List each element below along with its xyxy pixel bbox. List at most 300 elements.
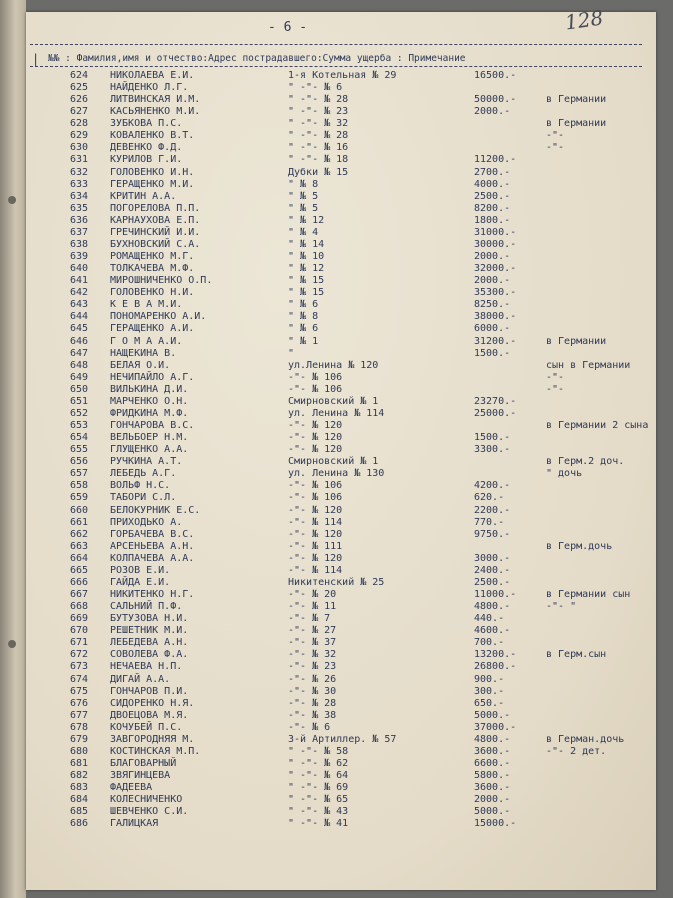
cell-amt: 8250.-	[474, 299, 511, 311]
cell-addr: " -"- № 41	[288, 818, 349, 830]
cell-name: РОМАЩЕНКО М.Г.	[110, 251, 195, 263]
cell-num: 645	[70, 323, 89, 335]
cell-addr: -"- № 114	[288, 516, 343, 528]
cell-amt: 26800.-	[474, 661, 517, 673]
table-row	[0, 686, 673, 698]
cell-name: БУХНОВСКИЙ С.А.	[110, 238, 201, 250]
cell-addr: "	[288, 347, 295, 359]
cell-name: ВЕЛЬБОЕР Н.М.	[110, 432, 189, 444]
cell-amt: 4800.-	[474, 601, 511, 613]
table-row	[0, 142, 673, 154]
cell-num: 638	[70, 238, 89, 250]
cell-addr: 1-я Котельная № 29	[288, 70, 397, 81]
cell-num: 630	[70, 142, 89, 154]
cell-name: ГОЛОВЕНКО И.Н.	[110, 166, 195, 178]
cell-addr: " -"- № 65	[288, 794, 349, 806]
table-row	[0, 456, 673, 468]
table-row	[0, 480, 673, 492]
cell-name: САЛЬНИЙ П.Ф.	[110, 601, 183, 613]
table-row	[0, 215, 673, 227]
cell-addr: -"- № 106	[288, 383, 343, 395]
cell-num: 648	[70, 359, 89, 371]
cell-name: КОЛПАЧЕВА А.А.	[110, 552, 195, 564]
table-row	[0, 722, 673, 734]
cell-name: ТОЛКАЧЕВА М.Ф.	[110, 263, 195, 275]
cell-num: 668	[70, 601, 89, 613]
table-header: №№ : Фамилия,имя и отчество:Адрес пострадавшего:Сумма ущерба : Примечание	[48, 53, 466, 64]
cell-note: " дочь	[546, 468, 583, 480]
cell-num: 646	[70, 335, 89, 347]
cell-num: 639	[70, 251, 89, 263]
cell-num: 664	[70, 552, 89, 564]
cell-name: ДВОЕЦОВА М.Я.	[110, 709, 189, 721]
table-row	[0, 179, 673, 191]
cell-note: -"-	[546, 142, 565, 154]
cell-addr: -"- № 106	[288, 371, 343, 383]
cell-addr: -"- № 28	[288, 697, 337, 709]
cell-num: 647	[70, 347, 89, 359]
cell-addr: " № 6	[288, 299, 319, 311]
cell-amt: 2000.-	[474, 275, 511, 287]
cell-num: 654	[70, 432, 89, 444]
table-row	[0, 468, 673, 480]
cell-num: 678	[70, 721, 89, 733]
cell-amt: 1500.-	[474, 347, 511, 359]
cell-num: 656	[70, 456, 89, 468]
cell-addr: " № 12	[288, 214, 325, 226]
cell-name: СИДОРЕНКО Н.Я.	[110, 697, 195, 709]
cell-name: КОВАЛЕНКО В.Т.	[110, 130, 195, 142]
cell-addr: " № 10	[288, 251, 325, 263]
cell-note: в Герм.дочь	[546, 540, 613, 552]
cell-name: МАРЧЕНКО О.Н.	[110, 395, 189, 407]
cell-name: БУТУЗОВА Н.И.	[110, 613, 189, 625]
cell-amt: 6600.-	[474, 757, 511, 769]
cell-num: 673	[70, 661, 89, 673]
table-row	[0, 360, 673, 372]
table-row	[0, 782, 673, 794]
cell-amt: 2700.-	[474, 166, 511, 178]
cell-addr: -"- № 106	[288, 492, 343, 504]
table-row	[0, 106, 673, 118]
cell-name: ГОНЧАРОВА В.С.	[110, 420, 195, 432]
cell-amt: 700.-	[474, 637, 505, 649]
cell-name: РОЗОВ Е.И.	[110, 564, 171, 576]
cell-note: в Германии	[546, 94, 607, 106]
cell-amt: 3300.-	[474, 444, 511, 456]
cell-addr: -"- № 11	[288, 601, 337, 613]
cell-note: в Герм.2 доч.	[546, 456, 625, 468]
cell-num: 642	[70, 287, 89, 299]
cell-num: 684	[70, 794, 89, 806]
header-rule-bottom	[30, 66, 642, 67]
cell-amt: 3600.-	[474, 745, 511, 757]
cell-name: ФРИДКИНА М.Ф.	[110, 407, 189, 419]
table-row	[0, 323, 673, 335]
table-row	[0, 710, 673, 722]
cell-amt: 4600.-	[474, 625, 511, 637]
cell-num: 649	[70, 371, 89, 383]
table-row	[0, 299, 673, 311]
cell-name: БЕЛОКУРНИК Е.С.	[110, 504, 201, 516]
cell-addr: ул. Ленина № 130	[288, 468, 385, 480]
table-row	[0, 517, 673, 529]
cell-note: в Германии	[546, 118, 607, 130]
cell-num: 679	[70, 733, 89, 745]
cell-amt: 25000.-	[474, 407, 517, 419]
cell-amt: 37000.-	[474, 721, 517, 733]
cell-name: ГРЕЧИНСКИЙ И.И.	[110, 226, 201, 238]
cell-amt: 2000.-	[474, 106, 511, 118]
cell-name: БЕЛАЯ О.И.	[110, 359, 171, 371]
table-row	[0, 130, 673, 142]
cell-note: в Германии	[546, 335, 607, 347]
cell-addr: -"- № 111	[288, 540, 343, 552]
table-row	[0, 251, 673, 263]
cell-num: 626	[70, 94, 89, 106]
cell-amt: 620.-	[474, 492, 505, 504]
cell-addr: Дубки № 15	[288, 166, 349, 178]
cell-addr: " -"- № 69	[288, 782, 349, 794]
cell-name: КРИТИН А.А.	[110, 190, 177, 202]
cell-num: 659	[70, 492, 89, 504]
cell-num: 643	[70, 299, 89, 311]
cell-num: 665	[70, 564, 89, 576]
table-row	[0, 492, 673, 504]
cell-addr: -"- № 20	[288, 589, 337, 600]
cell-num: 675	[70, 685, 89, 697]
cell-num: 650	[70, 383, 89, 395]
table-row	[0, 577, 673, 589]
cell-amt: 1800.-	[474, 214, 511, 226]
cell-amt: 4800.-	[474, 733, 511, 745]
table-row	[0, 408, 673, 420]
cell-name: ВОЛЬФ Н.С.	[110, 480, 171, 492]
header-rule-top	[30, 44, 642, 45]
cell-num: 683	[70, 782, 89, 794]
cell-addr: " -"- № 58	[288, 745, 349, 757]
cell-num: 685	[70, 806, 89, 818]
cell-amt: 35300.-	[474, 287, 517, 299]
cell-note: -"- "	[546, 601, 577, 613]
table-row	[0, 336, 673, 348]
cell-name: ШЕВЧЕНКО С.И.	[110, 806, 189, 818]
cell-name: НИКИТЕНКО Н.Г.	[110, 589, 195, 600]
cell-addr: -"- № 37	[288, 637, 337, 649]
cell-amt: 440.-	[474, 613, 505, 625]
table-row	[0, 770, 673, 782]
cell-addr: -"- № 114	[288, 564, 343, 576]
cell-name: ПОГОРЕЛОВА П.П.	[110, 202, 201, 214]
cell-num: 653	[70, 420, 89, 432]
cell-name: ПОНОМАРЕНКО А.И.	[110, 311, 207, 323]
cell-num: 672	[70, 649, 89, 661]
table-row	[0, 794, 673, 806]
table-row	[0, 432, 673, 444]
cell-addr: ул. Ленина № 114	[288, 407, 385, 419]
table-row	[0, 637, 673, 649]
cell-name: ЛЕБЕДЕВА А.Н.	[110, 637, 189, 649]
cell-addr: Никитенский № 25	[288, 576, 385, 588]
cell-num: 670	[70, 625, 89, 637]
cell-note: -"-	[546, 371, 565, 383]
cell-addr: ул.Ленина № 120	[288, 359, 379, 371]
table-row	[0, 529, 673, 541]
cell-amt: 50000.-	[474, 94, 517, 106]
cell-name: ГЛУЩЕНКО А.А.	[110, 444, 189, 456]
cell-addr: " № 12	[288, 263, 325, 275]
table-row	[0, 275, 673, 287]
table-row	[0, 348, 673, 360]
cell-name: ЗУБКОВА П.С.	[110, 118, 183, 130]
cell-num: 658	[70, 480, 89, 492]
table-row	[0, 746, 673, 758]
cell-name: ГАЙДА Е.И.	[110, 576, 171, 588]
cell-addr: -"- № 106	[288, 480, 343, 492]
table-row	[0, 384, 673, 396]
table-row	[0, 396, 673, 408]
cell-note: в Германии 2 сына	[546, 420, 649, 432]
cell-name: ЗВЯГИНЦЕВА	[110, 770, 171, 782]
cell-amt: 5000.-	[474, 806, 511, 818]
cell-amt: 30000.-	[474, 238, 517, 250]
cell-name: АРСЕНЬЕВА А.Н.	[110, 540, 195, 552]
cell-name: ЗАВГОРОДНЯЯ М.	[110, 733, 195, 745]
table-row	[0, 203, 673, 215]
table-row	[0, 167, 673, 179]
table-row	[0, 698, 673, 710]
cell-note: в Герм.сын	[546, 649, 607, 661]
table-row	[0, 372, 673, 384]
cell-amt: 2400.-	[474, 564, 511, 576]
cell-addr: " № 4	[288, 226, 319, 238]
cell-name: НАЩЕКИНА В.	[110, 347, 177, 359]
cell-addr: " № 15	[288, 287, 325, 299]
cell-amt: 4200.-	[474, 480, 511, 492]
cell-name: ДИГАЙ А.А.	[110, 673, 171, 685]
table-row	[0, 263, 673, 275]
cell-name: РЕШЕТНИК М.И.	[110, 625, 189, 637]
table-row	[0, 758, 673, 770]
table-row	[0, 154, 673, 166]
table-row	[0, 311, 673, 323]
table-row	[0, 661, 673, 673]
table-row	[0, 191, 673, 203]
cell-name: ВИЛЬКИНА Д.И.	[110, 383, 189, 395]
cell-name: КАРНАУХОВА Е.П.	[110, 214, 201, 226]
table-row	[0, 565, 673, 577]
cell-addr: " № 8	[288, 178, 319, 190]
cell-amt: 11200.-	[474, 154, 517, 166]
cell-addr: " № 1	[288, 335, 319, 347]
cell-num: 666	[70, 576, 89, 588]
cell-name: КОСТИНСКАЯ М.П.	[110, 745, 201, 757]
cell-num: 655	[70, 444, 89, 456]
cell-amt: 15000.-	[474, 818, 517, 830]
cell-addr: -"- № 120	[288, 420, 343, 432]
cell-num: 627	[70, 106, 89, 118]
cell-num: 663	[70, 540, 89, 552]
table-row	[0, 227, 673, 239]
cell-name: ГЕРАЩЕНКО А.И.	[110, 323, 195, 335]
table-row	[0, 118, 673, 130]
cell-num: 651	[70, 395, 89, 407]
cell-addr: -"- № 26	[288, 673, 337, 685]
cell-num: 652	[70, 407, 89, 419]
cell-amt: 31000.-	[474, 226, 517, 238]
cell-addr: " -"- № 28	[288, 130, 349, 142]
cell-name: РУЧКИНА А.Т.	[110, 456, 183, 468]
cell-name: ЛИТВИНСКАЯ И.М.	[110, 94, 201, 106]
cell-note: сын в Германии	[546, 359, 631, 371]
table-row	[0, 674, 673, 686]
cell-num: 628	[70, 118, 89, 130]
cell-num: 662	[70, 528, 89, 540]
cell-name: КУРИЛОВ Г.И.	[110, 154, 183, 166]
cell-addr: " № 14	[288, 238, 325, 250]
cell-amt: 3000.-	[474, 552, 511, 564]
table-row	[0, 806, 673, 818]
cell-addr: " -"- № 43	[288, 806, 349, 818]
cell-addr: -"- № 120	[288, 528, 343, 540]
cell-name: ГОЛОВЕНКО Н.И.	[110, 287, 195, 299]
cell-amt: 31200.-	[474, 335, 517, 347]
table-row	[0, 649, 673, 661]
table-row	[0, 601, 673, 613]
cell-num: 674	[70, 673, 89, 685]
table-row	[0, 82, 673, 94]
cell-name: МИРОШНИЧЕНКО О.П.	[110, 275, 213, 287]
cell-amt: 2000.-	[474, 794, 511, 806]
cell-amt: 38000.-	[474, 311, 517, 323]
table-row	[0, 541, 673, 553]
cell-addr: -"- № 120	[288, 432, 343, 444]
table-row	[0, 505, 673, 517]
table-row	[0, 420, 673, 432]
cell-amt: 1500.-	[474, 432, 511, 444]
cell-num: 640	[70, 263, 89, 275]
cell-name: БЛАГОВАРНЫЙ	[110, 757, 177, 769]
cell-num: 625	[70, 82, 89, 94]
cell-num: 677	[70, 709, 89, 721]
cell-name: ГАЛИЦКАЯ	[110, 818, 159, 830]
cell-num: 676	[70, 697, 89, 709]
cell-num: 667	[70, 589, 89, 600]
cell-name: КОЛЕСНИЧЕНКО	[110, 794, 183, 806]
cell-addr: " -"- № 18	[288, 154, 349, 166]
cell-amt: 900.-	[474, 673, 505, 685]
cell-name: НЕЧАЕВА Н.П.	[110, 661, 183, 673]
cell-addr: " -"- № 6	[288, 82, 343, 94]
cell-num: 634	[70, 190, 89, 202]
cell-amt: 9750.-	[474, 528, 511, 540]
cell-addr: -"- № 7	[288, 613, 331, 625]
cell-num: 671	[70, 637, 89, 649]
cell-amt: 4000.-	[474, 178, 511, 190]
cell-name: ГОНЧАРОВ П.И.	[110, 685, 189, 697]
table-row	[0, 94, 673, 106]
cell-addr: -"- № 6	[288, 721, 331, 733]
cell-amt: 2500.-	[474, 190, 511, 202]
cell-name: КАСЬЯНЕНКО М.И.	[110, 106, 201, 118]
cell-addr: " № 5	[288, 190, 319, 202]
table-row	[0, 734, 673, 746]
table-row	[0, 625, 673, 637]
table-row	[0, 589, 673, 601]
cell-amt: 770.-	[474, 516, 505, 528]
handwritten-page-number: 128	[563, 5, 605, 35]
cell-num: 636	[70, 214, 89, 226]
cell-name: ГЕРАЩЕНКО М.И.	[110, 178, 195, 190]
cell-addr: Смирновский № 1	[288, 456, 379, 468]
cell-note: в Германии сын	[546, 589, 631, 600]
cell-num: 641	[70, 275, 89, 287]
cell-note: в Герман.дочь	[546, 733, 625, 745]
cell-amt: 3600.-	[474, 782, 511, 794]
cell-name: КОЧУБЕЙ П.С.	[110, 721, 183, 733]
cell-addr: " -"- № 16	[288, 142, 349, 154]
cell-amt: 32000.-	[474, 263, 517, 275]
cell-amt: 300.-	[474, 685, 505, 697]
cell-num: 644	[70, 311, 89, 323]
cell-note: -"- 2 дет.	[546, 745, 607, 757]
cell-num: 681	[70, 757, 89, 769]
cell-addr: -"- № 120	[288, 504, 343, 516]
cell-num: 680	[70, 745, 89, 757]
cell-num: 631	[70, 154, 89, 166]
cell-amt: 16500.-	[474, 70, 517, 81]
cell-addr: " № 8	[288, 311, 319, 323]
cell-addr: " -"- № 23	[288, 106, 349, 118]
cell-addr: -"- № 23	[288, 661, 337, 673]
cell-name: ПРИХОДЬКО А.	[110, 516, 183, 528]
cell-name: НЕЧИПАЙЛО А.Г.	[110, 371, 195, 383]
table-row	[0, 239, 673, 251]
cell-addr: " -"- № 28	[288, 94, 349, 106]
cell-num: 635	[70, 202, 89, 214]
cell-note: -"-	[546, 130, 565, 142]
page-number: - 6 -	[268, 20, 308, 35]
cell-addr: -"- № 27	[288, 625, 337, 637]
cell-num: 624	[70, 70, 89, 81]
table-row	[0, 818, 673, 830]
cell-addr: " -"- № 62	[288, 757, 349, 769]
cell-amt: 6000.-	[474, 323, 511, 335]
cell-num: 661	[70, 516, 89, 528]
cell-addr: " -"- № 64	[288, 770, 349, 782]
cell-num: 669	[70, 613, 89, 625]
cell-amt: 2000.-	[474, 251, 511, 263]
cell-amt: 2500.-	[474, 576, 511, 588]
cell-amt: 23270.-	[474, 395, 517, 407]
cell-addr: -"- № 32	[288, 649, 337, 661]
cell-addr: -"- № 38	[288, 709, 337, 721]
table-row	[0, 613, 673, 625]
cell-name: СОВОЛЕВА Ф.А.	[110, 649, 189, 661]
cell-amt: 5000.-	[474, 709, 511, 721]
cell-name: НИКОЛАЕВА Е.И.	[110, 70, 195, 81]
cell-addr: -"- № 120	[288, 552, 343, 564]
cell-addr: -"- № 30	[288, 685, 337, 697]
table-row	[0, 70, 673, 82]
cell-name: ГОРБАЧЕВА В.С.	[110, 528, 195, 540]
cell-amt: 13200.-	[474, 649, 517, 661]
cell-name: ФАДЕЕВА	[110, 782, 153, 794]
cell-name: К Е В А М.И.	[110, 299, 183, 311]
cell-addr: 3-й Артиллер. № 57	[288, 733, 397, 745]
cell-addr: Смирновский № 1	[288, 395, 379, 407]
table-row	[0, 287, 673, 299]
